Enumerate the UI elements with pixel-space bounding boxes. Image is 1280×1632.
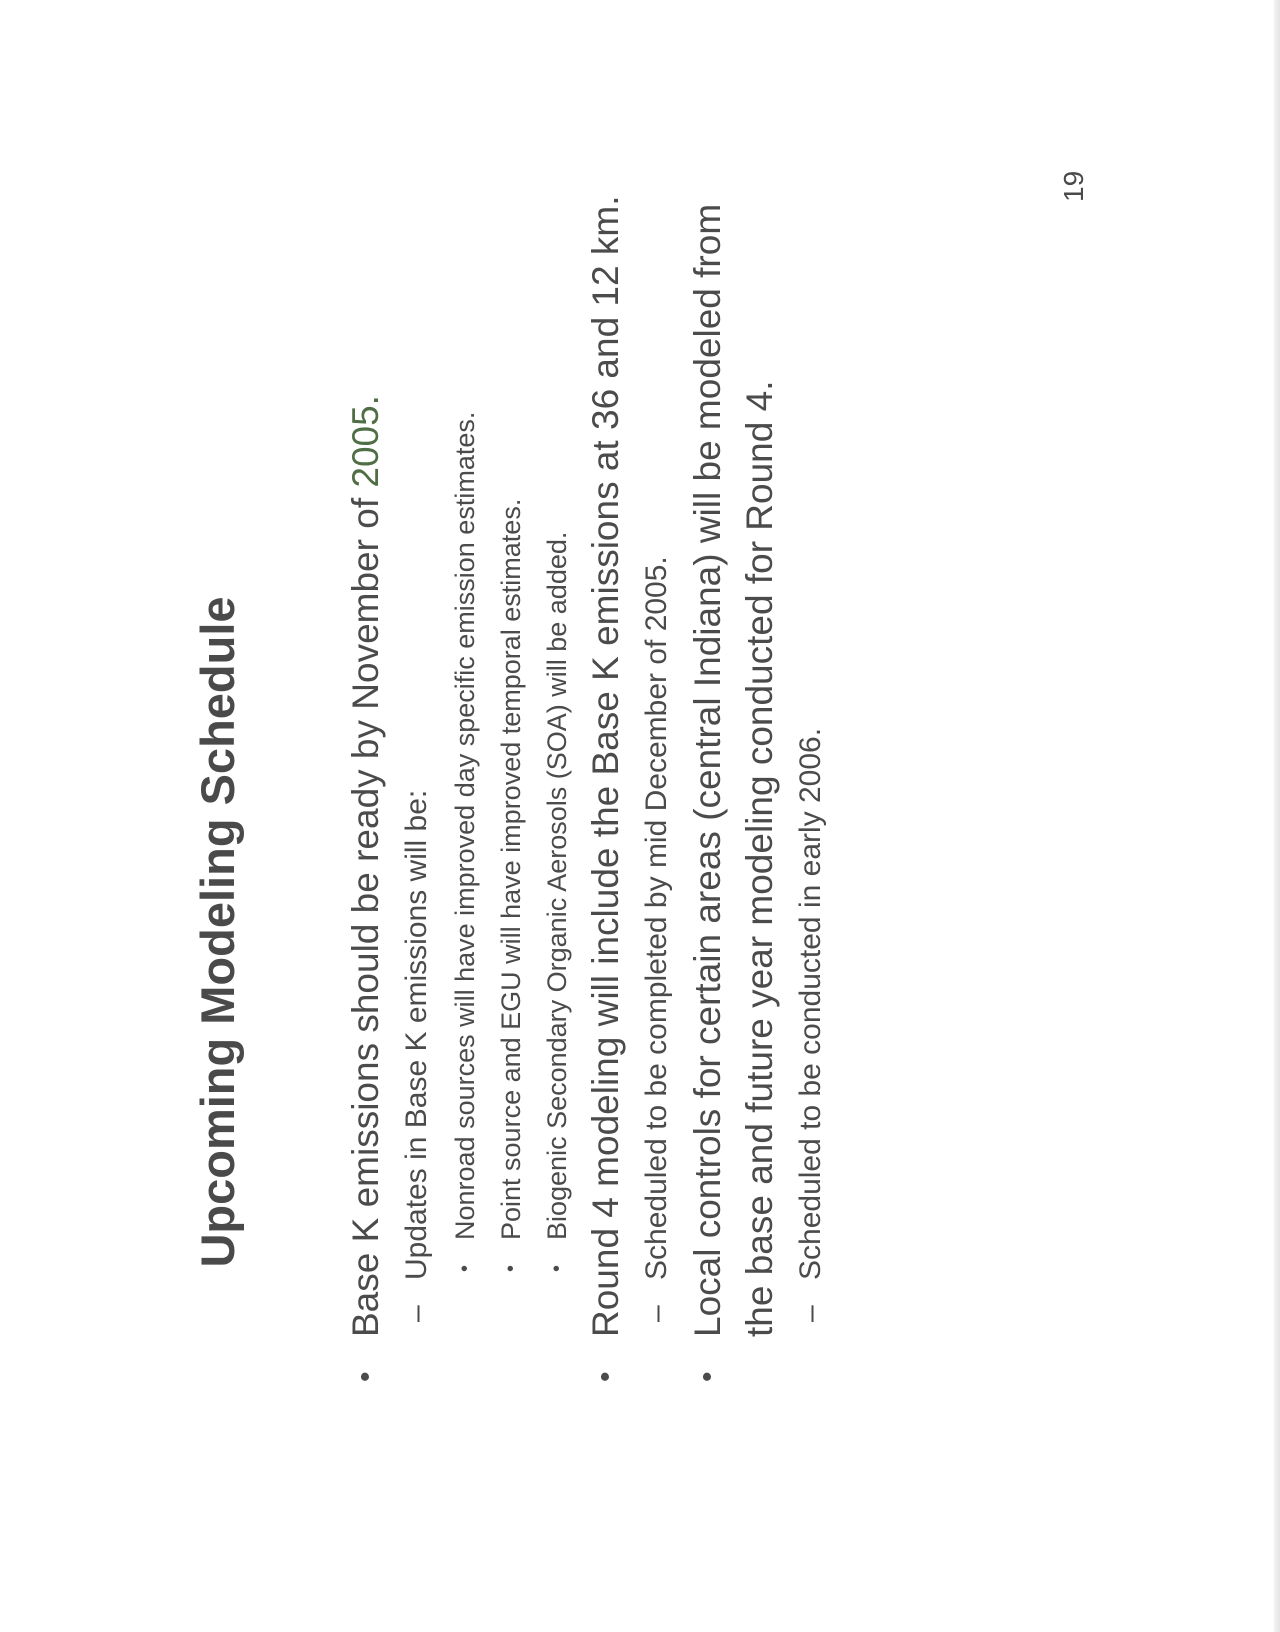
small-bullet-marker: • <box>500 1264 522 1272</box>
bullet-round-4-modeling <box>580 182 632 1382</box>
sub-bullet-text: Scheduled to be completed by mid December of 2005. <box>640 556 673 1280</box>
small-bullet-marker: • <box>454 1264 476 1272</box>
sub-bullet-updates <box>392 182 442 1382</box>
list-item <box>534 182 580 1382</box>
list-item <box>442 182 488 1382</box>
sub-bullet-schedule <box>632 182 682 1382</box>
dash-marker: – <box>794 1305 827 1322</box>
bullet-marker: • <box>691 1371 724 1382</box>
page-number: 19 <box>1058 170 1089 202</box>
bullet-base-k-emissions <box>340 182 392 1382</box>
sub-bullet-text: Updates in Base K emissions will be: <box>400 789 433 1280</box>
bullet-text: Base K emissions should be ready by November of <box>345 487 386 1337</box>
sub-bullet-text: Scheduled to be conducted in early 2006. <box>794 727 827 1280</box>
bullet-text: Round 4 modeling will include the Base K emissions at 36 and 12 km. <box>585 195 626 1337</box>
dash-marker: – <box>640 1305 673 1322</box>
slide-title: Upcoming Modeling Schedule <box>191 596 244 1268</box>
list-item-text: Nonroad sources will have improved day specific emission estimates. <box>450 411 480 1240</box>
sub-bullet-schedule <box>786 182 836 1382</box>
dash-marker: – <box>400 1305 433 1322</box>
list-item <box>488 182 534 1382</box>
list-item-text: Biogenic Secondary Organic Aerosols (SOA) will be added. <box>542 531 572 1240</box>
bullet-text: Local controls for certain areas (central Indiana) will be modeled from the base and future year modeling conducted for Round 4. <box>687 203 780 1337</box>
small-bullet-marker: • <box>546 1264 568 1272</box>
bullet-marker: • <box>349 1371 382 1382</box>
bullet-list <box>340 182 836 1382</box>
bullet-marker: • <box>589 1371 622 1382</box>
bullet-local-controls <box>682 182 786 1382</box>
highlight-year: 2005. <box>345 395 386 488</box>
list-item-text: Point source and EGU will have improved temporal estimates. <box>496 498 526 1240</box>
